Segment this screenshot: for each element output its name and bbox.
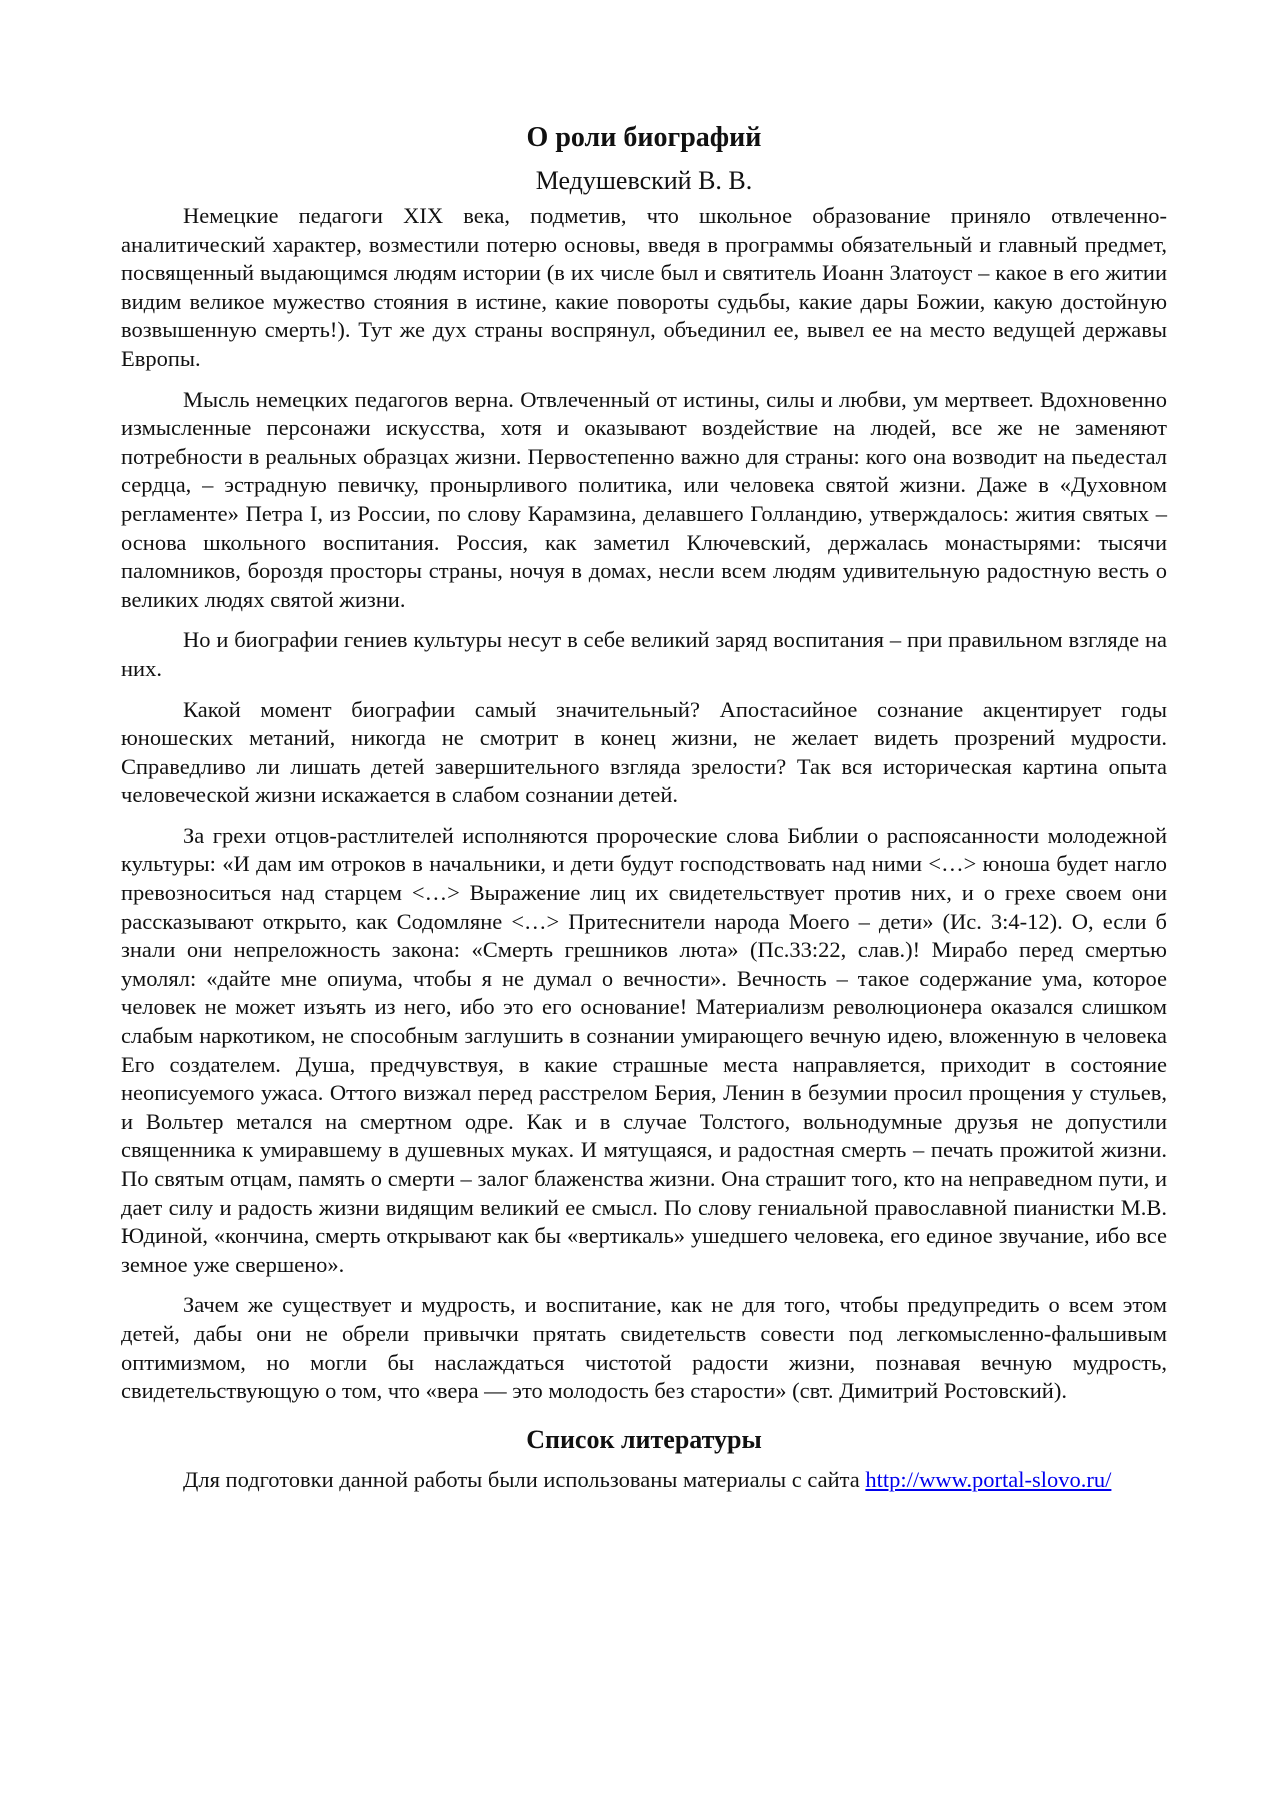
document-page — [121, 118, 1167, 1506]
references-paragraph — [121, 1466, 1167, 1495]
paragraph-2: Мысль немецких педагогов верна. Отвлеченный от истины, силы и любви, ум мертвеет. Вдохновенно измысленные персонажи искусства, хотя и оказывают воздействие на людей, все же не заменяют потребности в реальных образцах жизни. Первостепенно важно для страны: кого она возводит на пьедестал сердца, – эстрадную певичку, пронырливого политика, или человека святой жизни. Даже в «Духовном регламенте» Петра I, из России, по слову Карамзина, делавшего Голландию, утверждалось: жития святых – основа школьного воспитания. Россия, как заметил Ключевский, держалась монастырями: тысячи паломников, бороздя просторы страны, ночуя в домах, несли всем людям удивительную радостную весть о великих людях святой жизни. — [121, 386, 1167, 612]
paragraph-1: Немецкие педагоги XIX века, подметив, что школьное образование приняло отвлеченно-аналитический характер, возместили потерю основы, введя в программы обязательный и главный предмет, посвященный выдающимся людям истории (в их числе был и святитель Иоанн Златоуст – какое в его житии видим великое мужество стояния в истине, какие повороты судьбы, какие дары Божии, какую достойную возвышенную смерть!). Тут же дух страны воспрянул, объединил ее, вывел ее на место ведущей державы Европы. — [121, 203, 1167, 371]
references-text: Для подготовки данной работы были использованы материалы с сайта — [183, 1466, 866, 1492]
paragraph-3: Но и биографии гениев культуры несут в себе великий заряд воспитания – при правильном взгляде на них. — [121, 627, 1167, 681]
document-body — [121, 202, 1167, 1406]
portal-slovo-link[interactable]: http://www.portal-slovo.ru/ — [865, 1466, 1112, 1492]
paragraph-6: Зачем же существует и мудрость, и воспитание, как не для того, чтобы предупредить о всем этом детей, дабы они не обрели привычки прятать свидетельств совести под легкомысленно-фальшивым оптимизмом, но могли бы наслаждаться чистотой радости жизни, познавая вечную мудрость, свидетельствующую о том, что «вера — это молодость без старости» (свт. Димитрий Ростовский). — [121, 1292, 1167, 1404]
paragraph-5: За грехи отцов-растлителей исполняются пророческие слова Библии о распоясанности молодежной культуры: «И дам им отроков в начальники, и дети будут господствовать над ними <…> юноша будет нагло превозноситься над старцем <…> Выражение лиц их свидетельствует против них, и о грехе своем они рассказывают открыто, как Содомляне <…> Притеснители народа Моего – дети» (Ис. 3:4-12). О, если б знали они непреложность закона: «Смерть грешников люта» (Пс.33:22, слав.)! Мирабо перед смертью умолял: «дайте мне опиума, чтобы я не думал о вечности». Вечность – такое содержание ума, которое человек не может изъять из него, ибо это его основание! Материализм революционера оказался слишком слабым наркотиком, не способным заглушить в сознании умирающего вечную идею, вложенную в человека Его создателем. Душа, предчувствуя, в какие страшные места направляется, приходит в состояние неописуемого ужаса. Оттого визжал перед расстрелом Берия, Ленин в безумии просил прощения у стульев, и Вольтер метался на смертном одре. Как и в случае Толстого, вольнодумные друзья не допустили священника к умиравшему в душевных муках. И мятущаяся, и радостная смерть – печать прожитой жизни. По святым отцам, память о смерти – залог блаженства жизни. Она страшит того, кто на неправедном пути, и дает силу и радость жизни видящим великий ее смысл. По слову гениальной православной пианистки М.В. Юдиной, «кончина, смерть открывают как бы «вертикаль» ушедшего человека, его единое звучание, ибо все земное уже свершено». — [121, 822, 1167, 1277]
document-title: О роли биографий — [526, 122, 762, 153]
document-author: Медушевский В. В. — [535, 166, 753, 195]
references-title: Список литературы — [526, 1424, 762, 1454]
paragraph-4: Какой момент биографии самый значительный? Апостасийное сознание акцентирует годы юношеских метаний, никогда не смотрит в конец жизни, не желает видеть прозрений мудрости. Справедливо ли лишать детей завершительного взгляда зрелости? Так вся историческая картина опыта человеческой жизни искажается в слабом сознании детей. — [121, 696, 1167, 808]
